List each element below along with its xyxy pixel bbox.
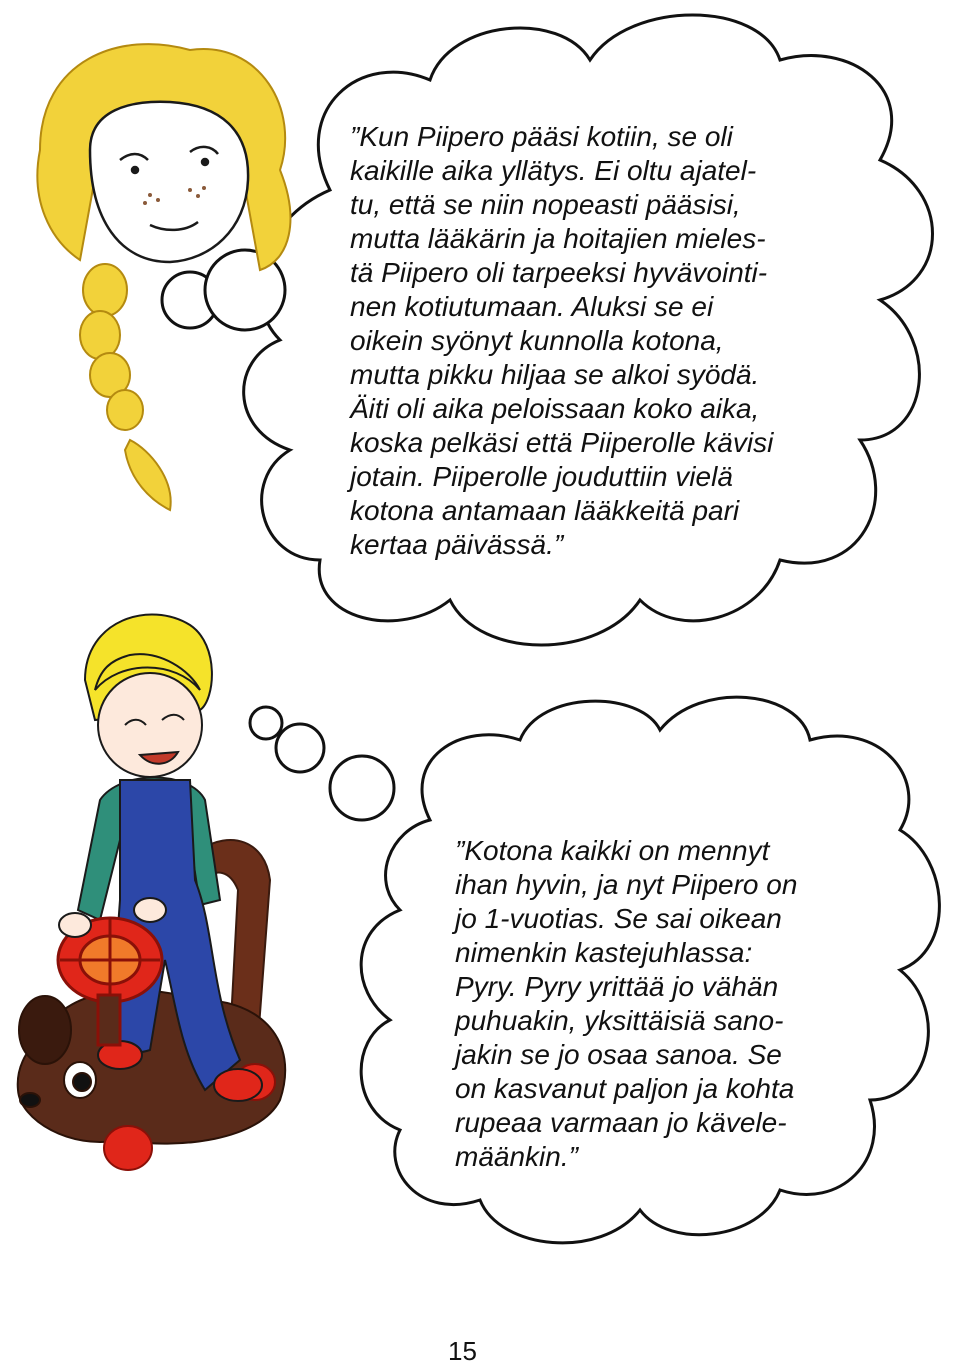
text-line: mutta pikku hiljaa se alkoi syödä. (350, 359, 760, 390)
text-line: oikein syönyt kunnolla kotona, (350, 325, 724, 356)
page-number: 15 (448, 1336, 477, 1366)
child-head (85, 614, 212, 777)
text-line: nimenkin kastejuhlassa: (455, 937, 753, 968)
text-line: nen kotiutumaan. Aluksi se ei (350, 291, 714, 322)
text-line: mutta lääkärin ja hoitajien mieles- (350, 223, 766, 254)
text-line: Pyry. Pyry yrittää jo vähän (455, 971, 779, 1002)
text-line: ihan hyvin, ja nyt Piipero on (455, 869, 798, 900)
text-line: määnkin.” (455, 1141, 578, 1172)
text-line: tu, että se niin nopeasti pääsisi, (350, 189, 741, 220)
text-line: on kasvanut paljon ja kohta (455, 1073, 795, 1104)
text-line: kaikille aika yllätys. Ei oltu ajatel- (350, 155, 757, 186)
text-line: kotona antamaan lääkkeitä pari (350, 495, 740, 526)
text-line: rupeaa varmaan jo kävele- (455, 1107, 787, 1138)
text-line: ”Kotona kaikki on mennyt (455, 835, 770, 866)
text-line: ”Kun Piipero pääsi kotiin, se oli (350, 121, 733, 152)
text-line: jotain. Piiperolle jouduttiin vielä (350, 461, 733, 492)
text-line: koska pelkäsi että Piiperolle kävisi (350, 427, 774, 458)
text-line: tä Piipero oli tarpeeksi hyvävointi- (350, 257, 768, 288)
top-bubble-text (350, 120, 830, 562)
bottom-bubble-text (455, 834, 835, 1174)
text-line: Äiti oli aika peloissaan koko aika, (350, 393, 760, 424)
text-line: jakin se jo osaa sanoa. Se (455, 1039, 782, 1070)
text-line: puhuakin, yksittäisiä sano- (455, 1005, 784, 1036)
text-line: kertaa päivässä.” (350, 529, 564, 560)
text-line: jo 1-vuotias. Se sai oikean (455, 903, 782, 934)
